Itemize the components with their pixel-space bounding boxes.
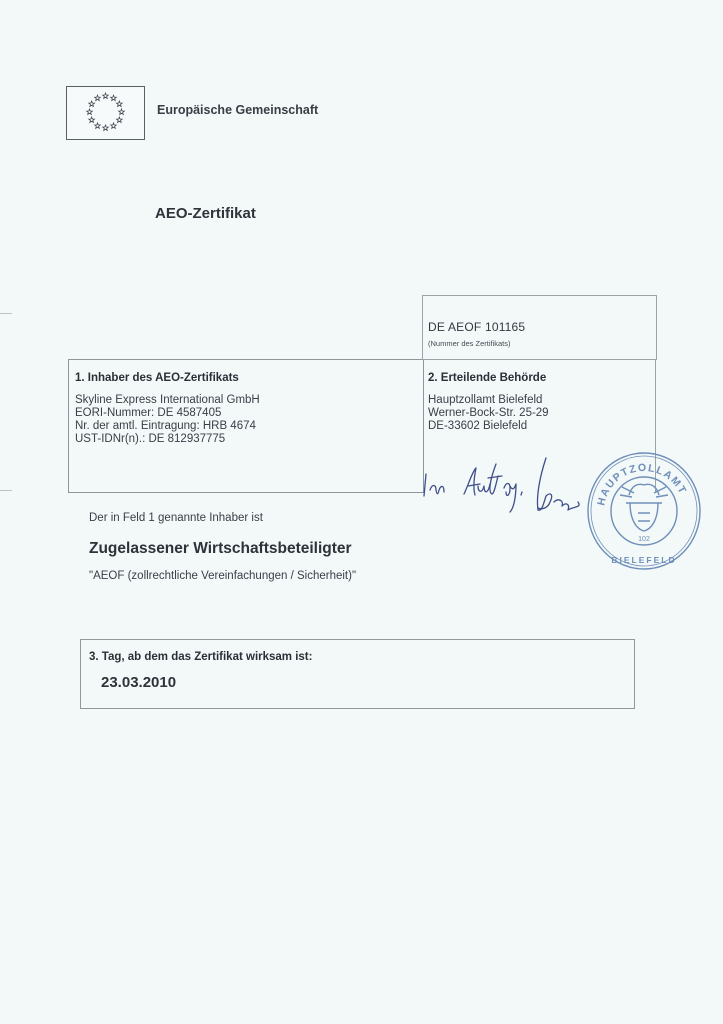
eu-star-icon	[103, 93, 109, 98]
signature-image	[418, 450, 590, 530]
seal-text-bottom: BIELEFELD	[611, 555, 677, 565]
organization-name: Europäische Gemeinschaft	[157, 103, 319, 117]
seal-text-top: HAUPTZOLLAMT	[595, 461, 689, 507]
authority-name: Hauptzollamt Bielefeld	[428, 394, 543, 406]
status-subtitle: "AEOF (zollrechtliche Vereinfachungen / Sicherheit)"	[89, 570, 357, 582]
eu-star-icon	[89, 117, 95, 122]
eu-star-icon	[103, 125, 109, 130]
effective-date-value: 23.03.2010	[101, 674, 177, 691]
holder-eori: EORI-Nummer: DE 4587405	[75, 407, 222, 419]
eu-star-icon	[111, 123, 117, 128]
document-title: AEO-Zertifikat	[155, 205, 256, 222]
eu-flag-icon	[66, 86, 145, 140]
authority-city: DE-33602 Bielefeld	[428, 420, 528, 432]
status-intro: Der in Feld 1 genannte Inhaber ist	[89, 512, 263, 524]
seal-number: 102	[638, 536, 650, 543]
eu-star-icon	[117, 101, 123, 106]
holder-company: Skyline Express International GmbH	[75, 394, 260, 406]
effective-date-label: 3. Tag, ab dem das Zertifikat wirksam ist:	[89, 651, 313, 663]
authority-heading: 2. Erteilende Behörde	[428, 372, 547, 384]
eu-star-icon	[111, 95, 117, 100]
eu-star-icon	[89, 101, 95, 106]
punch-mark	[0, 313, 12, 314]
authority-street: Werner-Bock-Str. 25-29	[428, 407, 549, 419]
eu-star-icon	[117, 117, 123, 122]
eu-star-icon	[119, 109, 125, 114]
eu-star-icon	[95, 95, 101, 100]
holder-registration: Nr. der amtl. Eintragung: HRB 4674	[75, 420, 256, 432]
eu-stars-ring	[67, 87, 144, 139]
holder-box	[68, 359, 424, 493]
eu-star-icon	[95, 123, 101, 128]
certificate-number-caption: (Nummer des Zertifikats)	[428, 339, 511, 348]
eu-star-icon	[87, 109, 93, 114]
holder-heading: 1. Inhaber des AEO-Zertifikats	[75, 372, 239, 384]
effective-date-box	[80, 639, 635, 709]
official-seal-icon	[582, 447, 706, 575]
status-title: Zugelassener Wirtschaftsbeteiligter	[89, 540, 352, 557]
certificate-number: DE AEOF 101165	[428, 320, 526, 334]
punch-mark	[0, 490, 12, 491]
certificate-number-box	[422, 295, 657, 360]
holder-vat-id: UST-IDNr(n).: DE 812937775	[75, 433, 226, 445]
